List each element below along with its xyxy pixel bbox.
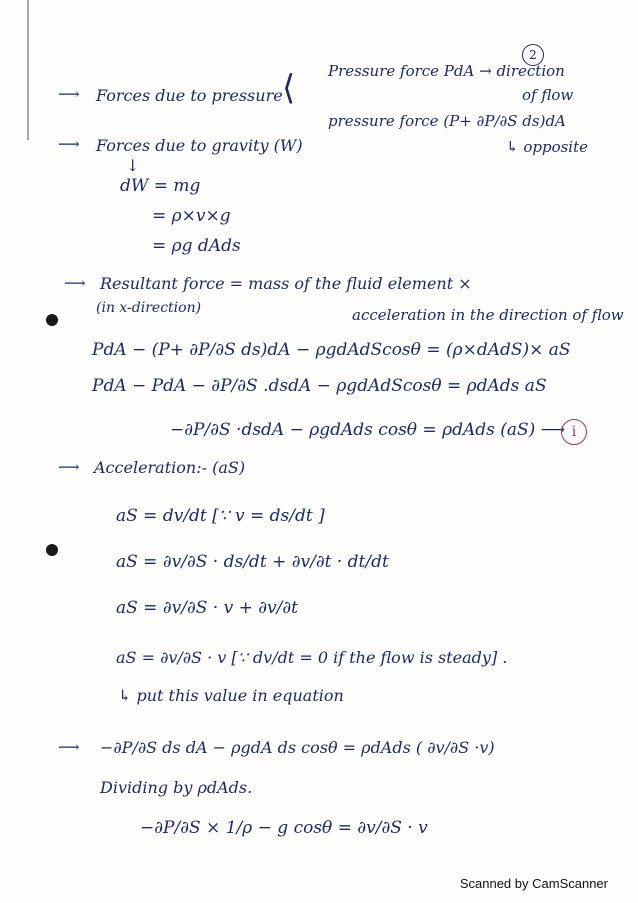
as-equation-4: aS = ∂v/∂S · v [∵ dv/dt = 0 if the flow is steady] . (116, 648, 508, 667)
down-arrow: ↓ (126, 156, 140, 175)
bullet-arrow: ⟶ (58, 135, 80, 153)
equation-4: −∂P/∂S ds dA − ρgdA ds cosθ = ρdAds ( ∂v/∂S ·v) (100, 738, 495, 757)
brace-symbol: ⟨ (282, 68, 296, 108)
equation-5: −∂P/∂S × 1/ρ − g cosθ = ∂v/∂S · v (140, 818, 428, 838)
as-equation-3: aS = ∂v/∂S · v + ∂v/∂t (116, 598, 299, 618)
punch-hole (46, 314, 58, 326)
punch-hole (46, 544, 58, 556)
equation-ref-i: i (561, 419, 587, 445)
line-dw2: = ρ×v×g (152, 206, 231, 226)
line-in-x: (in x-direction) (96, 300, 202, 316)
equation-1: PdA − (P+ ∂P/∂S ds)dA − ρgdAdScosθ = (ρ×dAdS)× aS (92, 340, 571, 360)
page-number: 2 (522, 44, 544, 66)
line-opposite: ↳ opposite (506, 138, 589, 156)
line-forces-gravity: Forces due to gravity (W) (96, 136, 303, 155)
bullet-arrow: ⟶ (64, 274, 86, 292)
line-dw3: = ρg dAds (152, 236, 241, 256)
as-equation-1: aS = dv/dt [∵ v = ds/dt ] (116, 506, 325, 526)
bullet-arrow: ⟶ (58, 458, 80, 476)
line-forces-pressure: Forces due to pressure (96, 86, 283, 105)
margin-line (27, 0, 29, 140)
bullet-arrow: ⟶ (58, 738, 80, 756)
line-dw: dW = mg (120, 176, 201, 196)
line-accel-dir: acceleration in the direction of flow (352, 306, 624, 324)
scanner-watermark: Scanned by CamScanner (459, 876, 608, 891)
line-pressure-force-1: Pressure force PdA → direction (328, 62, 565, 80)
as-equation-2: aS = ∂v/∂S · ds/dt + ∂v/∂t · dt/dt (116, 552, 389, 572)
equation-2: PdA − PdA − ∂P/∂S .dsdA − ρgdAdScosθ = ρdAds aS (92, 376, 547, 396)
line-dividing: Dividing by ρdAds. (100, 778, 253, 797)
line-accel-heading: Acceleration:- (aS) (94, 458, 246, 477)
bullet-arrow: ⟶ (58, 85, 80, 103)
line-of-flow: of flow (522, 86, 574, 104)
line-put-value: ↳ put this value in equation (118, 686, 344, 705)
equation-3: −∂P/∂S ·dsdA − ρgdAds cosθ = ρdAds (aS) ⟶ (170, 420, 566, 440)
line-pressure-force-2: pressure force (P+ ∂P/∂S ds)dA (328, 112, 566, 130)
line-resultant: Resultant force = mass of the fluid element × (100, 274, 472, 293)
